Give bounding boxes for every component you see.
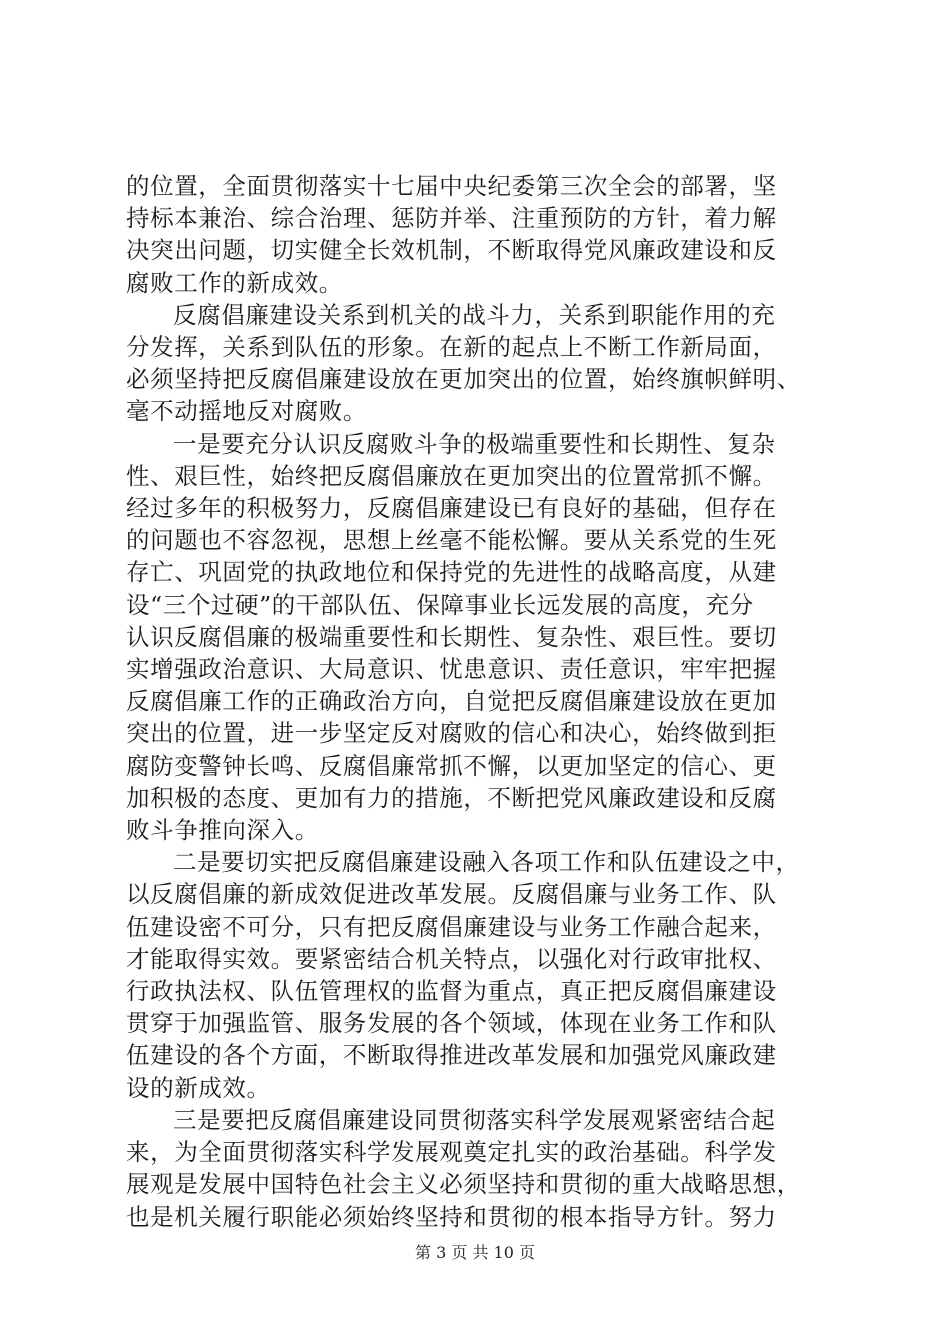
text-line: 三是要把反腐倡廉建设同贯彻落实科学发展观紧密结合起 bbox=[173, 1105, 776, 1134]
text-line: 一是要充分认识反腐败斗争的极端重要性和长期性、复杂 bbox=[173, 429, 776, 458]
text-line: 实增强政治意识、大局意识、忧患意识、责任意识，牢牢把握 bbox=[126, 655, 777, 684]
text-line: 以反腐倡廉的新成效促进改革发展。反腐倡廉与业务工作、队 bbox=[126, 880, 777, 909]
text-line: 才能取得实效。要紧密结合机关特点，以强化对行政审批权、 bbox=[126, 944, 777, 973]
paragraph bbox=[126, 846, 831, 1104]
text-line: 决突出问题，切实健全长效机制，不断取得党风廉政建设和反 bbox=[126, 236, 777, 265]
text-line: 伍建设密不可分，只有把反腐倡廉建设与业务工作融合起来， bbox=[126, 912, 777, 941]
paragraph bbox=[126, 299, 831, 428]
text-line: 设的新成效。 bbox=[126, 1073, 271, 1102]
text-line: 展观是发展中国特色社会主义必须坚持和贯彻的重大战略思想， bbox=[126, 1170, 801, 1199]
text-line: 的问题也不容忽视，思想上丝毫不能松懈。要从关系党的生死 bbox=[126, 526, 777, 555]
text-line: 伍建设的各个方面，不断取得推进改革发展和加强党风廉政建 bbox=[126, 1041, 777, 1070]
text-line: 腐败工作的新成效。 bbox=[126, 268, 343, 297]
text-line: 分发挥，关系到队伍的形象。在新的起点上不断工作新局面， bbox=[126, 333, 777, 362]
text-line: 来，为全面贯彻落实科学发展观奠定扎实的政治基础。科学发 bbox=[126, 1138, 777, 1167]
paragraph bbox=[126, 428, 831, 847]
text-line: 也是机关履行职能必须始终坚持和贯彻的根本指导方针。努力 bbox=[126, 1202, 777, 1231]
text-line: 持标本兼治、综合治理、惩防并举、注重预防的方针，着力解 bbox=[126, 204, 777, 233]
text-line: 突出的位置，进一步坚定反对腐败的信心和决心，始终做到拒 bbox=[126, 719, 777, 748]
document-body bbox=[126, 170, 831, 1233]
text-line: 反腐倡廉工作的正确政治方向，自觉把反腐倡廉建设放在更加 bbox=[126, 687, 777, 716]
text-line: 行政执法权、队伍管理权的监督为重点，真正把反腐倡廉建设 bbox=[126, 977, 777, 1006]
paragraph bbox=[126, 170, 831, 299]
text-line: 败斗争推向深入。 bbox=[126, 816, 319, 845]
text-line: 认识反腐倡廉的极端重要性和长期性、复杂性、艰巨性。要切 bbox=[126, 622, 777, 651]
text-line: 存亡、巩固党的执政地位和保持党的先进性的战略高度，从建 bbox=[126, 558, 777, 587]
text-line: 性、艰巨性，始终把反腐倡廉放在更加突出的位置常抓不懈。 bbox=[126, 461, 777, 490]
text-line: 必须坚持把反腐倡廉建设放在更加突出的位置，始终旗帜鲜明、 bbox=[126, 365, 801, 394]
paragraph bbox=[126, 1104, 831, 1233]
text-line: 经过多年的积极努力，反腐倡廉建设已有良好的基础，但存在 bbox=[126, 494, 777, 523]
page-footer: 第 3 页 共 10 页 bbox=[415, 1243, 535, 1262]
text-line: 腐防变警钟长鸣、反腐倡廉常抓不懈，以更加坚定的信心、更 bbox=[126, 751, 777, 780]
text-line: 反腐倡廉建设关系到机关的战斗力，关系到职能作用的充 bbox=[173, 300, 776, 329]
text-line: 毫不动摇地反对腐败。 bbox=[126, 397, 367, 426]
text-line: 的位置，全面贯彻落实十七届中央纪委第三次全会的部署，坚 bbox=[126, 172, 777, 200]
text-line: 贯穿于加强监管、服务发展的各个领域，体现在业务工作和队 bbox=[126, 1009, 777, 1038]
text-line: 加积极的态度、更加有力的措施，不断把党风廉政建设和反腐 bbox=[126, 783, 777, 812]
text-line: 设“三个过硬”的干部队伍、保障事业长远发展的高度，充分 bbox=[126, 590, 754, 619]
text-line: 二是要切实把反腐倡廉建设融入各项工作和队伍建设之中， bbox=[173, 848, 800, 877]
